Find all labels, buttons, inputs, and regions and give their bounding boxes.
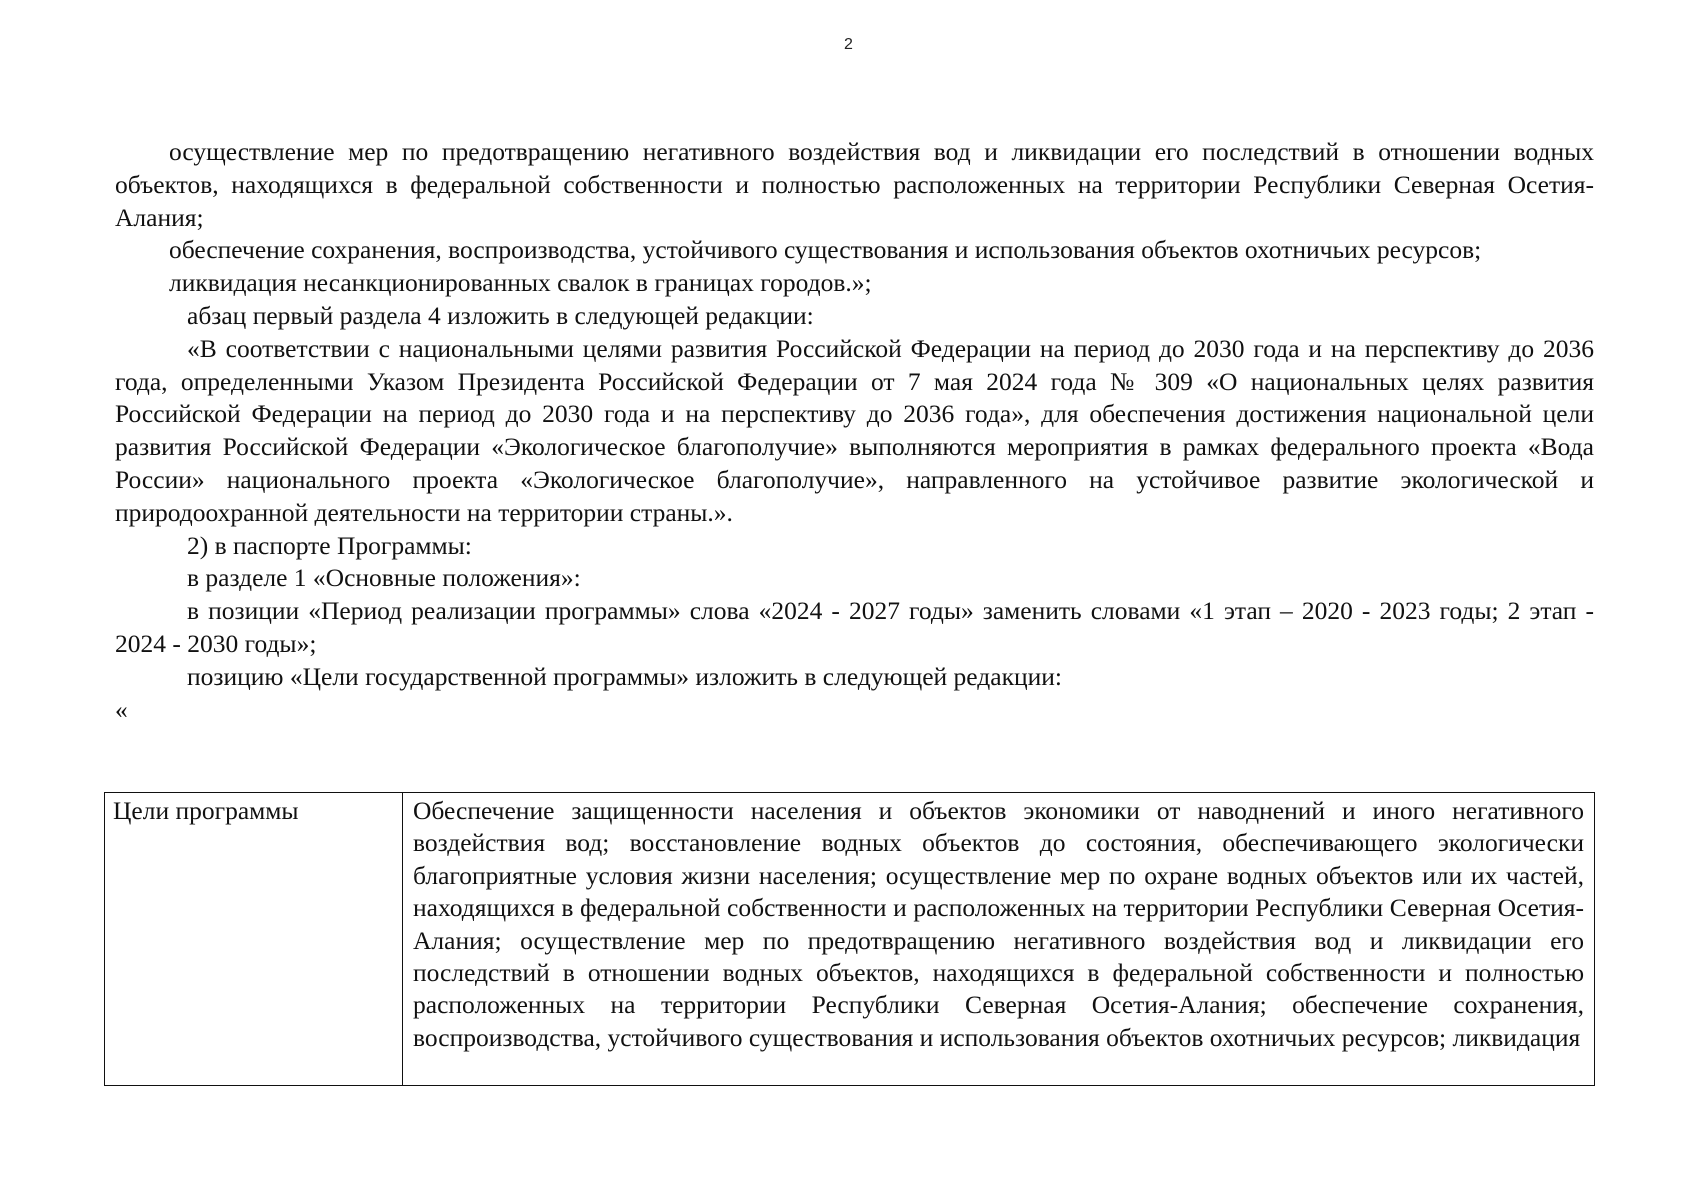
paragraph-section4-intro: абзац первый раздела 4 изложить в следующей редакции: (187, 300, 814, 330)
goals-label-cell: Цели программы (105, 793, 403, 1086)
paragraph-water-impact: осуществление мер по предотвращению негативного воздействия вод и ликвидации его последствий в отношении водных объектов, находящихся в федеральной собственности и полностью расположенных на территории Республики Северная Осетия-Алания; (115, 137, 1594, 232)
paragraph-section1: в разделе 1 «Основные положения»: (187, 563, 581, 593)
document-body (115, 136, 1594, 726)
paragraph-hunting-resources: обеспечение сохранения, воспроизводства, устойчивого существования и использования объектов охотничьих ресурсов; (169, 235, 1482, 265)
goals-text-cell: Обеспечение защищенности населения и объектов экономики от наводнений и иного негативного воздействия вод; восстановление водных объектов до состояния, обеспечивающего экологически благоприятные условия жизни населения; осуществление мер по охране водных объектов или их частей, находящихся в федеральной собственности и расположенных на территории Республики Северная Осетия-Алания; осуществление мер по предотвращению негативного воздействия вод и ликвидации его последствий в отношении водных объектов, находящихся в федеральной собственности и полностью расположенных на территории Республики Северная Осетия-Алания; обеспечение сохранения, воспроизводства, устойчивого существования и использования объектов охотничьих ресурсов; ликвидация (403, 793, 1595, 1086)
opening-quote-mark: « (115, 694, 128, 724)
paragraph-period: в позиции «Период реализации программы» слова «2024 - 2027 годы» заменить словами «1 этап – 2020 - 2023 годы; 2 этап - 2024 - 2030 годы»; (115, 596, 1594, 658)
table-row (105, 793, 1595, 1086)
paragraph-landfills: ликвидация несанкционированных свалок в границах городов.»; (169, 268, 872, 298)
page-number: 2 (844, 36, 853, 53)
paragraph-passport: 2) в паспорте Программы: (187, 530, 472, 560)
paragraph-goals-intro: позицию «Цели государственной программы» изложить в следующей редакции: (187, 661, 1062, 691)
goals-table (104, 792, 1595, 1086)
paragraph-national-goals: «В соответствии с национальными целями развития Российской Федерации на период до 2030 года и на перспективу до 2036 года, определенными Указом Президента Российской Федерации от 7 мая 2024 года № 309 «О национальных целях развития Российской Федерации на период до 2030 года и на перспективу до 2036 года», для обеспечения достижения национальной цели развития Российской Федерации «Экологическое благополучие» выполняются мероприятия в рамках федерального проекта «Вода России» национального проекта «Экологическое благополучие», направленного на устойчивое развитие экологической и природоохранной деятельности на территории страны.». (115, 333, 1594, 527)
